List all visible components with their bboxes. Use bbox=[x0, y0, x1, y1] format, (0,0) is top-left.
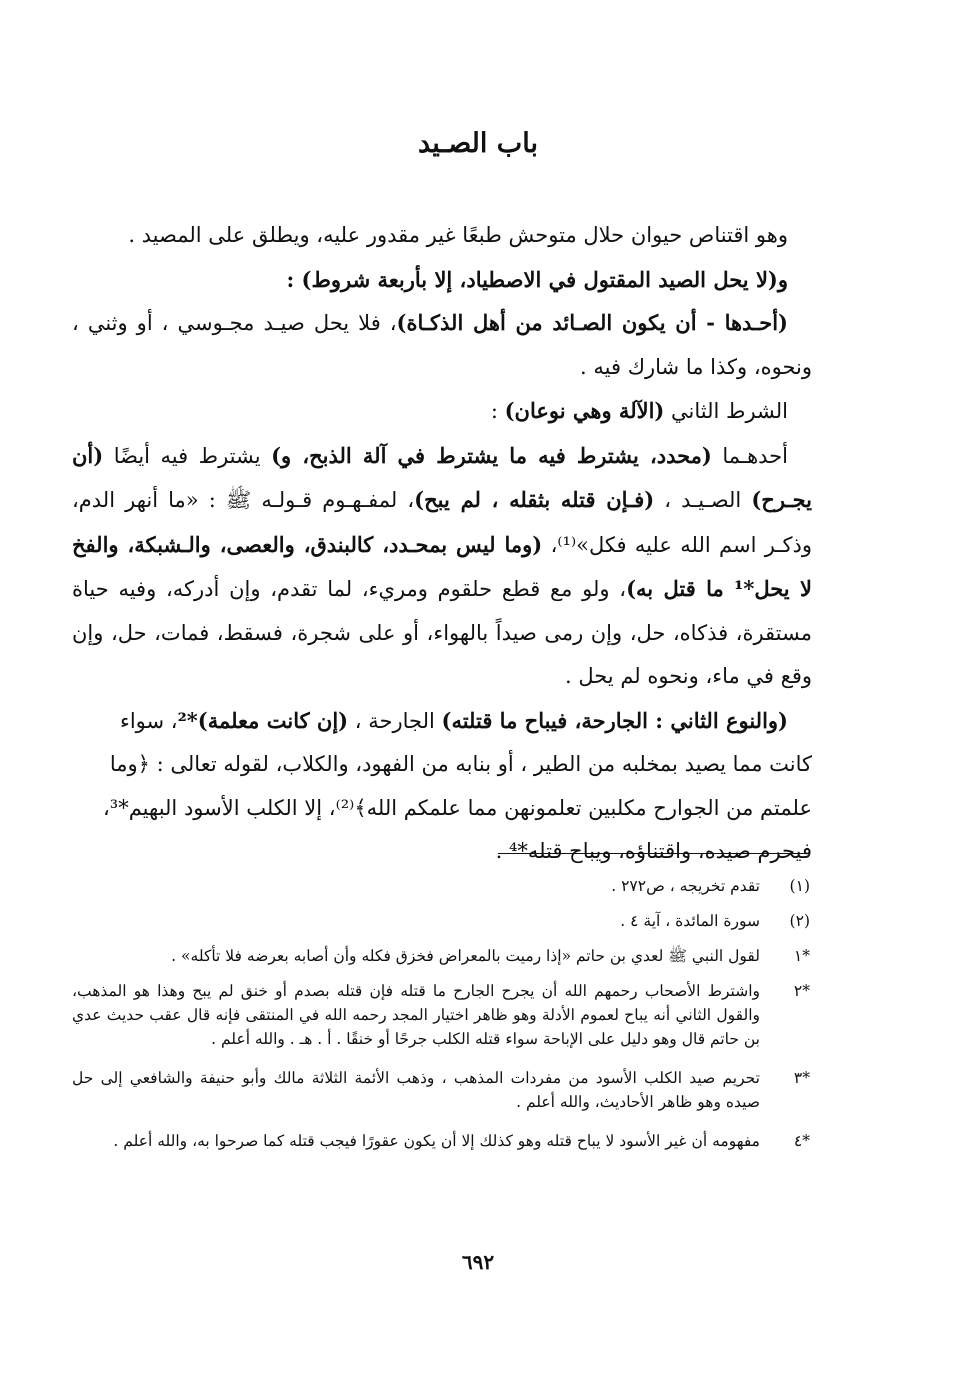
first-type-heading-2: (أن يجـرح) bbox=[72, 442, 812, 512]
footnote-text: سورة المائدة ، آية ٤ . bbox=[620, 912, 760, 930]
footnote-item bbox=[72, 909, 810, 933]
page-number: ٦٩٢ bbox=[461, 1250, 495, 1274]
footnote-text: تقدم تخريجه ، ص٢٧٢ . bbox=[611, 877, 760, 895]
first-condition-heading: (أحـدها - أن يكون الصـائد من أهل الذكـاة) bbox=[396, 310, 788, 335]
second-condition-heading: (الآلة وهي نوعان) bbox=[504, 398, 665, 423]
conditions-text: و(لا يحل الصيد المقتول في الاصطياد، إلا بأربعة شروط) : bbox=[286, 266, 788, 292]
second-type-heading: (والنوع الثاني : الجارحة، فيباح ما قتلته) bbox=[441, 707, 788, 733]
footnote-mark: *٤ bbox=[793, 1132, 810, 1150]
chapter-title: باب الصـيد bbox=[418, 128, 538, 159]
paragraph-first-condition bbox=[72, 301, 812, 389]
first-type-label: أحدهـما bbox=[722, 443, 788, 468]
paragraph-definition bbox=[72, 214, 812, 258]
second-condition-label: الشرط الثاني bbox=[671, 399, 788, 423]
footnote-mark: (٢) bbox=[789, 912, 810, 930]
first-type-heading-3: (فـإن قتله بثقله ، لم يبح) bbox=[414, 487, 655, 512]
footnote-item bbox=[72, 1066, 810, 1114]
paragraph-first-type bbox=[72, 434, 812, 699]
definition-text: وهو اقتناص حيوان حلال متوحش طبعًا غير مقدور عليه، ويطلق على المصيد . bbox=[128, 223, 788, 247]
second-type-text-1: الجارحة ، bbox=[354, 708, 435, 733]
footnote-text: مفهومه أن غير الأسود لا يباح قتله وهو كذلك إلا أن يكون عقورًا فيجب قتله كما صرحوا به، والله أعلم . bbox=[113, 1132, 760, 1150]
first-type-heading: (محدد، يشترط فيه ما يشترط في آلة الذبح، و) bbox=[271, 442, 712, 468]
footnote-item bbox=[72, 874, 810, 898]
footnote-mark: *١ bbox=[793, 947, 810, 965]
main-text bbox=[72, 214, 812, 874]
footnote-mark: (١) bbox=[789, 877, 810, 895]
first-condition-text: ، فلا يحل صيـد مجـوسي ، أو وثني ، ونحوه، وكذا ما شارك فيه . bbox=[72, 311, 812, 379]
footnote-item bbox=[72, 944, 810, 968]
first-type-text-3: ، لمفـهـوم قـولـه ﷺ : «ما أنهر الدم، وذكـر اسم الله عليه فكل»⁽¹⁾، bbox=[72, 488, 812, 557]
footnotes bbox=[72, 874, 810, 1164]
footnote-text: تحريم صيد الكلب الأسود من مفردات المذهب ، وذهب الأئمة الثلاثة مالك وأبو حنيفة والشافعي إلى حل صيده وهو ظاهر الأحاديث، والله أعلم . bbox=[72, 1069, 760, 1111]
footnote-separator bbox=[498, 853, 810, 854]
footnote-mark: *٢ bbox=[793, 982, 810, 1000]
first-type-text-2: الصـيـد ، bbox=[664, 488, 742, 512]
footnote-item bbox=[72, 979, 810, 1051]
paragraph-second-type bbox=[72, 699, 812, 874]
second-type-heading-2: (إن كانت معلمة)*² bbox=[177, 707, 349, 733]
footnote-mark: *٣ bbox=[793, 1069, 810, 1087]
first-type-heading-4: (وما ليس بمحـدد، كالبندق، والعصى، والـشبكة، والفخ لا يحل*¹ ما قتل به) bbox=[72, 531, 812, 601]
first-type-text-4: ، ولو مع قطع حلقوم ومريء، لما تقدم، وإن أدركه، وفيه حياة مستقرة، فذكاه، حل، وإن رمى صيداً بالهواء، أو على شجرة، فسقط، فمات، حل، وإن وقع في ماء، ونحوه لم يحل . bbox=[72, 577, 812, 688]
second-condition-colon: : bbox=[490, 399, 498, 423]
footnote-item bbox=[72, 1129, 810, 1153]
paragraph-conditions bbox=[72, 258, 812, 302]
first-type-text-1: يشترط فيه أيضًا bbox=[113, 443, 261, 468]
footnote-text: لقول النبي ﷺ لعدي بن حاتم «إذا رميت بالمعراض فخزق فكله وأن أصابه بعرضه فلا تأكله» . bbox=[171, 947, 760, 965]
second-type-text-2: ، سواء كانت مما يصيد بمخلبه من الطير ، أو بنابه من الفهود، والكلاب، لقوله تعالى : ﴿وما علمتم من الجوارح مكلبين تعلمونهن مما علمكم الله﴾⁽²⁾، إلا الكلب الأسود البهيم*³، فيحرم صيده، واقتناؤه، ويباح قتله*⁴ . bbox=[103, 708, 812, 863]
footnote-text: واشترط الأصحاب رحمهم الله أن يجرح الجارح ما قتله فإن قتله بصدم أو خنق لم يبح وهذا هو المذهب، والقول الثاني أنه يباح لعموم الأدلة وهو ظاهر اختيار المجد رحمه الله في المنتقى فإنه قال عقب حديث عدي بن حاتم قال وهو دليل على الإباحة سواء قتله الكلب جرحًا أو خنقًا . أ . هـ . والله أعلم . bbox=[72, 982, 760, 1048]
paragraph-second-condition bbox=[72, 389, 812, 434]
